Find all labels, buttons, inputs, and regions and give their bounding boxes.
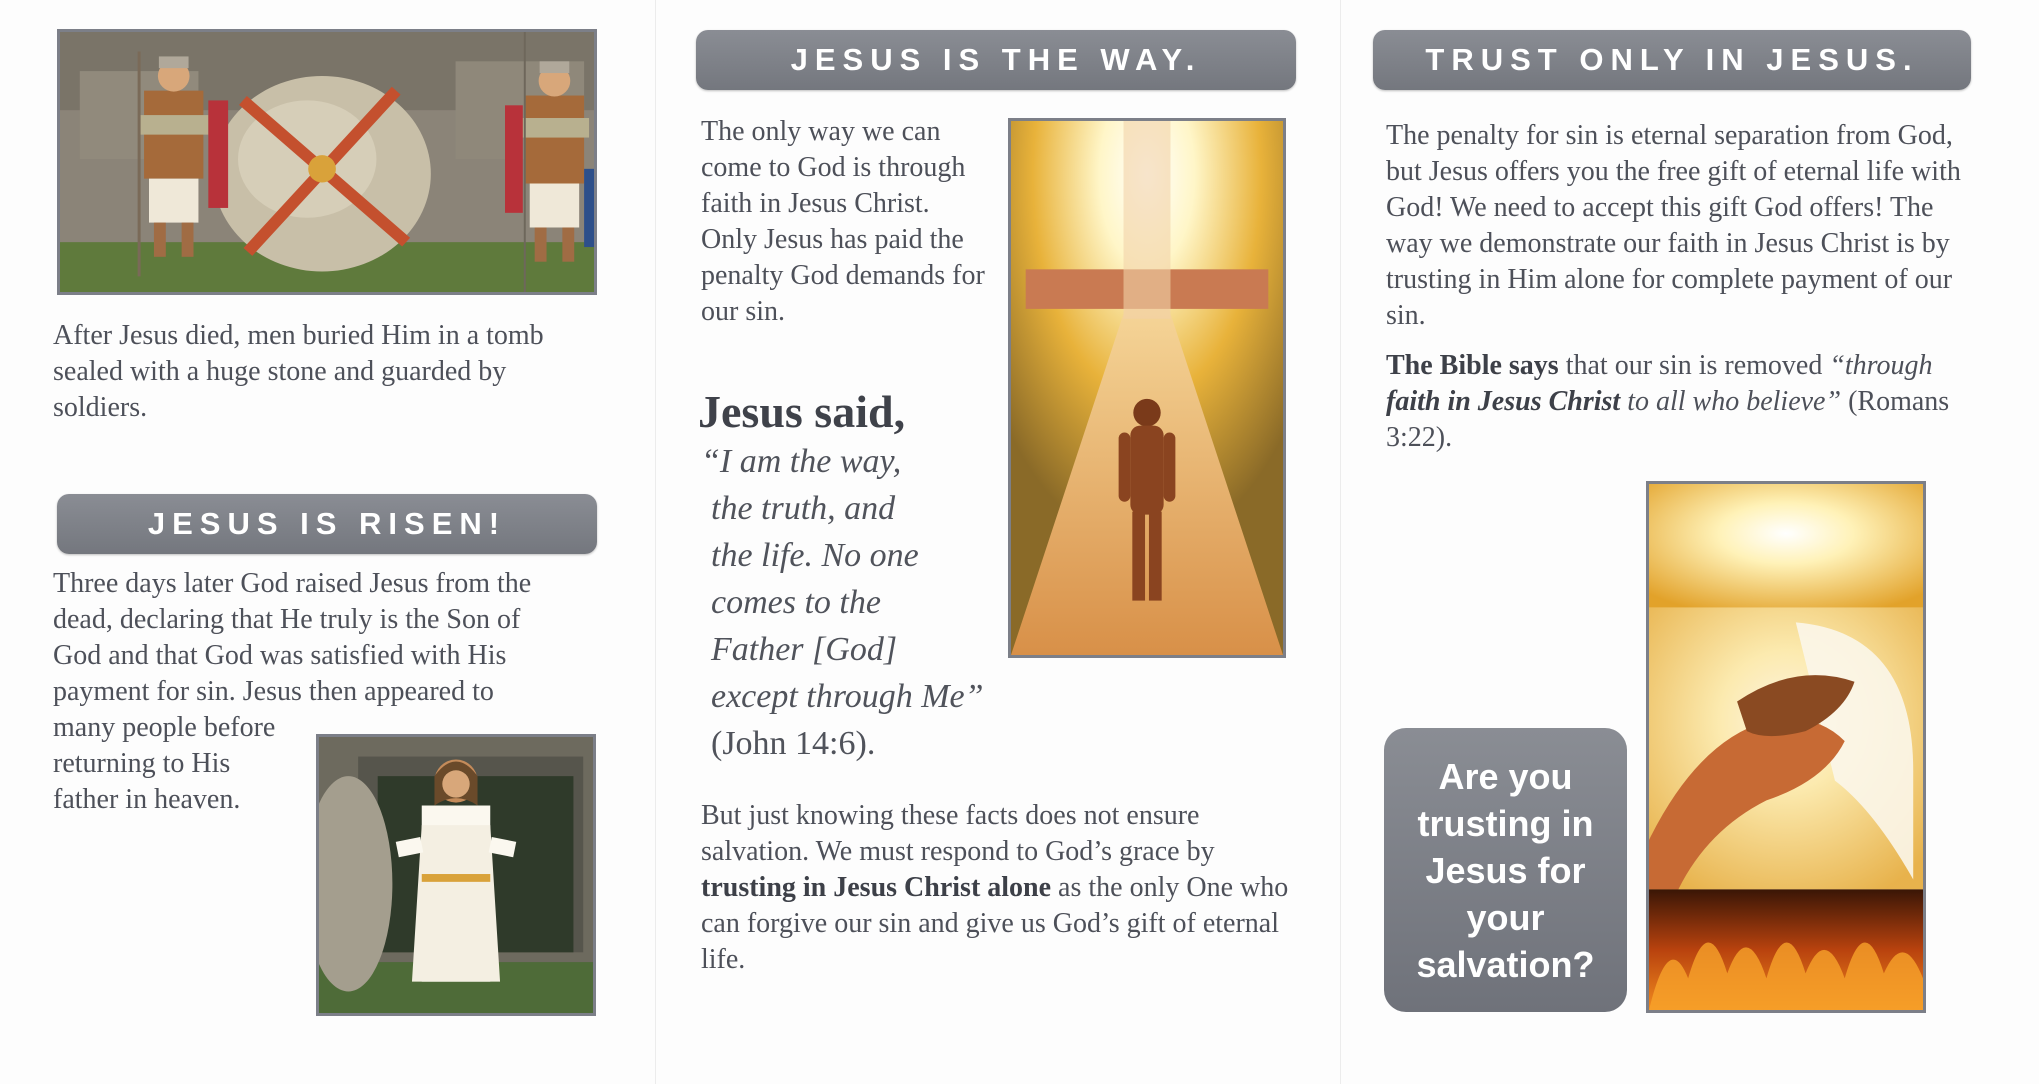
the-way-closing [701,798,1291,978]
quote-line: “I am the way, [701,443,902,480]
trust-title: TRUST ONLY IN JESUS. [1425,42,1919,77]
bible-says-paragraph [1386,348,1966,456]
tomb-soldiers-illustration [57,29,597,295]
the-way-banner [696,30,1296,90]
bible-quote-bold: faith in Jesus Christ [1386,386,1621,417]
panel-tomb [0,0,650,1084]
quote-reference: (John 14:6). [711,725,876,762]
closing-text-1: But just knowing these facts does not ensure salvation. We must respond to God’s grace by [701,800,1215,867]
panel-the-way [655,0,1336,1084]
risen-jesus-illustration [316,734,596,1016]
tomb-caption: After Jesus died, men buried Him in a tomb sealed with a huge stone and guarded by soldiers. [53,320,544,423]
bible-says-bold: The Bible says [1386,350,1559,381]
quote-line: Father [God] [711,631,898,668]
trust-banner [1373,30,1971,90]
closing-bold: trusting in Jesus Christ alone [701,872,1052,903]
quote-line: comes to the [711,584,881,621]
salvation-callout [1384,728,1627,1012]
jesus-said-heading: Jesus said, [698,386,906,437]
closing-text-2: as the only One who can forgive our sin and give us God’s gift of eternal life. [701,872,1289,975]
callout-text: Are you trusting in Jesus for your salvation? [1416,755,1595,985]
bible-quote-1: “through [1829,350,1933,381]
risen-text: Three days later God raised Jesus from the dead, declaring that He truly is the Son of God and that God was satisfied with His payment for sin. Jesus then appeared to [53,568,532,707]
panel-trust [1340,0,2039,1084]
trust-paragraph: The penalty for sin is eternal separation from God, but Jesus offers you the free gift of eternal life with God! We need to accept this gift God offers! The way we demonstrate our faith in Jesus Christ is by trusting in Him alone for complete payment of our sin. [1386,120,1961,331]
bible-reference: (Romans 3:22). [1386,386,1950,453]
bible-says-text: that our sin is removed [1565,350,1823,381]
risen-title: JESUS IS RISEN! [147,506,507,541]
risen-text-continued: many people before returning to His father in heaven. [53,712,276,815]
hand-grasp-illustration [1646,481,1926,1013]
quote-line: except through Me” [711,678,984,715]
the-way-title: JESUS IS THE WAY. [790,42,1202,77]
quote-line: the life. No one [711,537,919,574]
cross-path-illustration [1008,118,1286,658]
bible-quote-2: to all who believe” [1627,386,1842,417]
quote-line: the truth, and [711,490,896,527]
the-way-intro: The only way we can come to God is through faith in Jesus Christ. Only Jesus has paid the penalty God demands for our sin. [701,116,985,327]
jesus-quote [701,438,1031,767]
risen-banner [57,494,597,554]
